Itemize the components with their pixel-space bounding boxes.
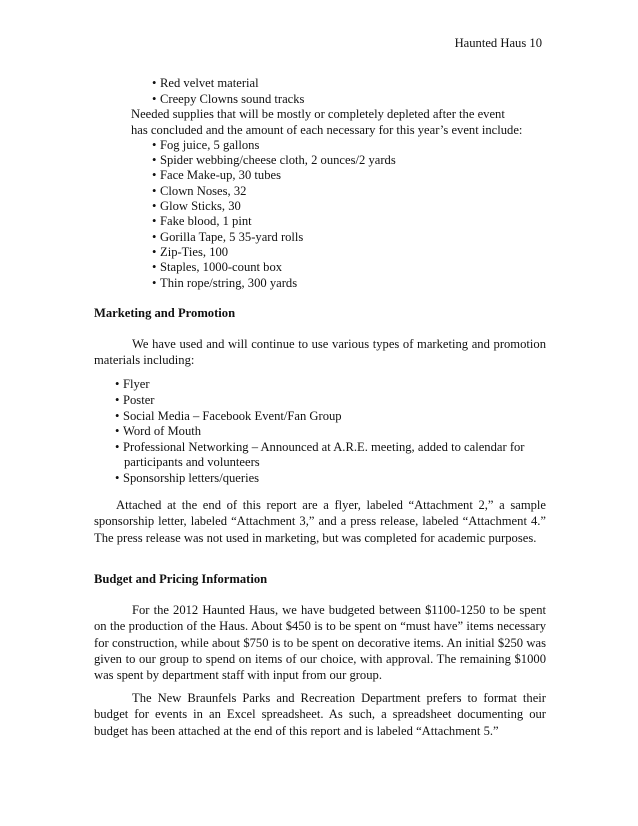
list-item-continuation: participants and volunteers (124, 455, 260, 469)
list-item: • Spider webbing/cheese cloth, 2 ounces/2 yards (152, 153, 396, 168)
list-item: • Social Media – Facebook Event/Fan Group (115, 409, 342, 424)
list-item: • Flyer (115, 377, 150, 392)
budget-paragraph-1: For the 2012 Haunted Haus, we have budgeted between $1100-1250 to be spent on the production of the Haus. About $450 is to be spent on “must have” items necessary for construction, while about $750 is to be spent on decorative items. An initial $250 was given to our group to spend on items of our choice, with approval. The remaining $1000 was spent by department staff with input from our group. (94, 603, 546, 683)
section-heading-marketing: Marketing and Promotion (94, 306, 236, 320)
list-item: • Professional Networking – Announced at A.R.E. meeting, added to calendar for (115, 440, 525, 455)
needed-intro-line: has concluded and the amount of each necessary for this year’s event include: (131, 123, 523, 137)
list-item: • Fake blood, 1 pint (152, 214, 252, 229)
list-item: • Creepy Clowns sound tracks (152, 92, 304, 107)
attachments-paragraph: Attached at the end of this report are a flyer, labeled “Attachment 2,” a sample sponsorship letter, labeled “Attachment 3,” and a press release, labeled “Attachment 4.” The press release was not used in marketing, but was completed for academic purposes. (94, 498, 546, 545)
list-item: • Zip-Ties, 100 (152, 245, 228, 260)
list-item: • Glow Sticks, 30 (152, 199, 241, 214)
marketing-intro: We have used and will continue to use various types of marketing and promotion materials including: (94, 337, 546, 368)
list-item: • Staples, 1000-count box (152, 260, 282, 275)
list-item: • Sponsorship letters/queries (115, 471, 259, 486)
running-header: Haunted Haus 10 (454, 36, 542, 50)
list-item: • Word of Mouth (115, 424, 201, 439)
list-item: • Red velvet material (152, 76, 259, 91)
list-item: • Fog juice, 5 gallons (152, 138, 259, 153)
budget-paragraph-2: The New Braunfels Parks and Recreation Department prefers to format their budget for events in an Excel spreadsheet. As such, a spreadsheet documenting our budget has been attached at the end of this report and is labeled “Attachment 5.” (94, 691, 546, 738)
list-item: • Clown Noses, 32 (152, 184, 246, 199)
list-item: • Gorilla Tape, 5 35-yard rolls (152, 230, 303, 245)
list-item: • Poster (115, 393, 154, 408)
list-item: • Face Make-up, 30 tubes (152, 168, 281, 183)
list-item: • Thin rope/string, 300 yards (152, 276, 297, 291)
needed-intro-line: Needed supplies that will be mostly or completely depleted after the event (131, 107, 505, 121)
section-heading-budget: Budget and Pricing Information (94, 572, 268, 586)
